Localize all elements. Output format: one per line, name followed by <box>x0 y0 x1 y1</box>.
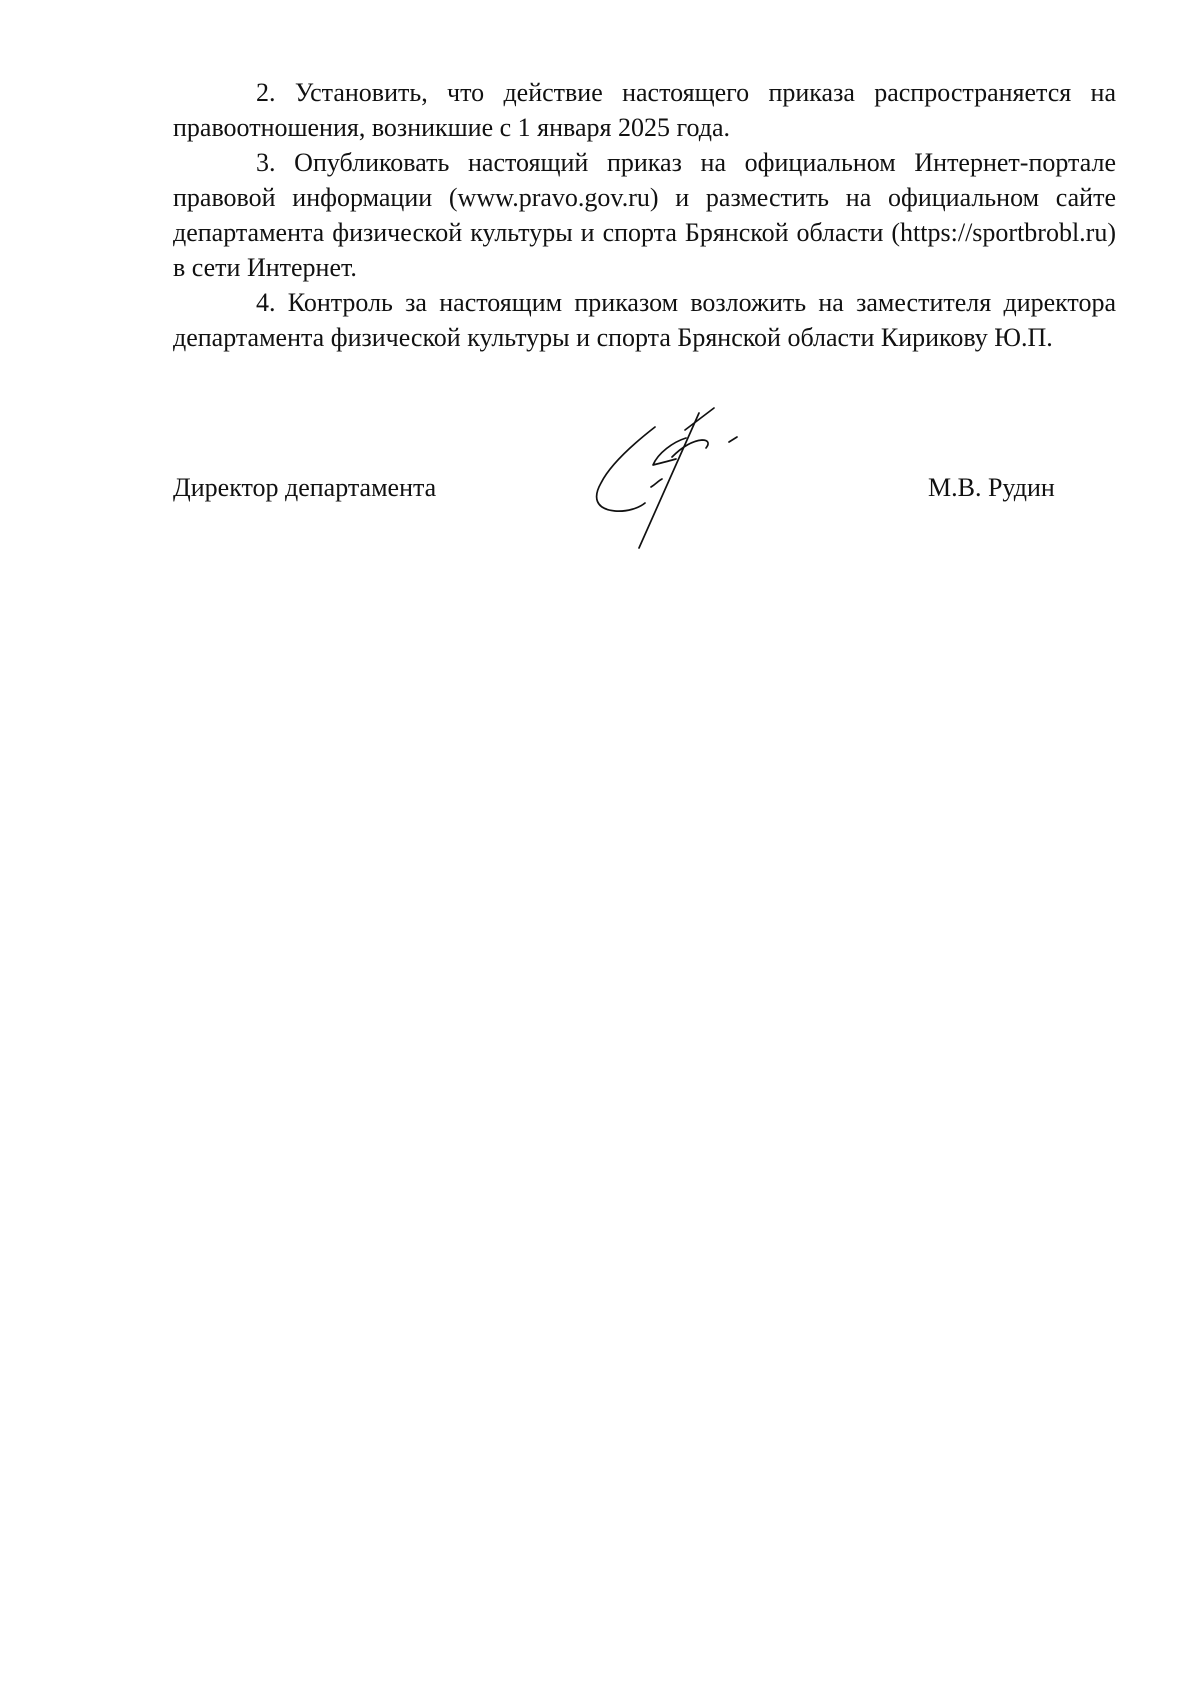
paragraph-4: 4. Контроль за настоящим приказом возложить на заместителя директора департамента физической культуры и спорта Брянской области Кирикову Ю.П. <box>173 288 1116 352</box>
signer-title: Директор департамента <box>173 473 437 502</box>
signer-name: М.В. Рудин <box>928 473 1055 502</box>
paragraph-3: 3. Опубликовать настоящий приказ на официальном Интернет-портале правовой информации (www.pravo.gov.ru) и разместить на официальном сайте департамента физической культуры и спорта Брянской области (https://sportbrobl.ru) в сети Интернет. <box>173 148 1116 282</box>
handwritten-signature <box>585 405 775 565</box>
paragraph-2: 2. Установить, что действие настоящего приказа распространяется на правоотношения, возникшие с 1 января 2025 года. <box>173 78 1116 142</box>
document-body <box>173 75 1116 355</box>
